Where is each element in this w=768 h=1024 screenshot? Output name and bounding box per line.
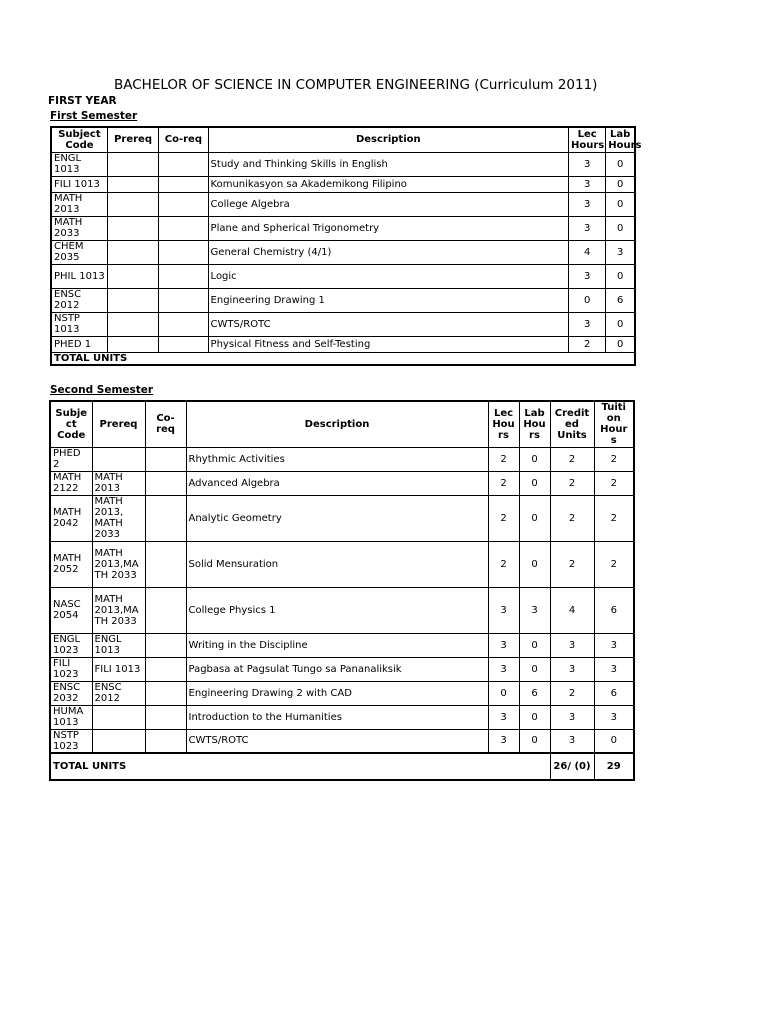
description-cell: College Physics 1 [186,587,488,633]
prereq-cell: FILI 1013 [92,657,145,681]
first-semester-table [50,126,642,366]
total-units-row [51,352,635,365]
description-cell: College Algebra [208,192,568,216]
tuition-hours-cell: 3 [594,633,634,657]
coreq-cell [145,471,186,495]
document-title: BACHELOR OF SCIENCE IN COMPUTER ENGINEERING (Curriculum 2011) [114,77,598,93]
coreq-cell [159,336,208,352]
lec-hours-cell: 3 [569,216,606,240]
table-row [51,288,635,312]
tuition-hours-cell: 6 [594,587,634,633]
subject-code: ENSC 2012 [51,288,107,312]
credited-units-cell: 2 [550,495,594,541]
description-cell: CWTS/ROTC [208,312,568,336]
lab-hours-cell: 0 [519,657,550,681]
coreq-cell [159,216,208,240]
lec-hours-cell: 3 [569,312,606,336]
total-credited-units: 26/ (0) [550,753,594,780]
column-header: Lab Hours [606,127,635,152]
table-row [50,705,634,729]
lab-hours-cell: 0 [519,495,550,541]
credited-units-cell: 2 [550,541,594,587]
coreq-cell [159,288,208,312]
column-header: Tuiti on Hour s [594,401,634,447]
subject-code: NSTP 1013 [51,312,107,336]
column-header: Lab Hou rs [519,401,550,447]
description-cell: Komunikasyon sa Akademikong Filipino [208,176,568,192]
table-row [51,216,635,240]
subject-code: PHED 1 [51,336,107,352]
coreq-cell [145,447,186,471]
description-cell: Introduction to the Humanities [186,705,488,729]
table-row [50,541,634,587]
lec-hours-cell: 3 [569,152,606,176]
lab-hours-cell: 0 [519,633,550,657]
lec-hours-cell: 4 [569,240,606,264]
description-cell: Pagbasa at Pagsulat Tungo sa Pananaliksik [186,657,488,681]
prereq-cell [92,705,145,729]
credited-units-cell: 2 [550,447,594,471]
lab-hours-cell: 0 [519,447,550,471]
prereq-cell [107,216,158,240]
subject-code: CHEM 2035 [51,240,107,264]
tuition-hours-cell: 6 [594,681,634,705]
column-header: Credit ed Units [550,401,594,447]
column-header: Prereq [92,401,145,447]
coreq-cell [145,657,186,681]
column-header: Prereq [107,127,158,152]
tuition-hours-cell: 2 [594,495,634,541]
lab-hours-cell: 6 [519,681,550,705]
subject-code: NSTP 1023 [50,729,92,753]
coreq-cell [145,681,186,705]
prereq-cell [107,312,158,336]
prereq-cell [107,240,158,264]
lab-hours-cell: 3 [519,587,550,633]
second-semester-table [49,400,635,781]
first-semester-heading: First Semester [50,110,138,122]
credited-units-cell: 3 [550,705,594,729]
table-row [50,471,634,495]
prereq-cell [92,729,145,753]
total-units-label: TOTAL UNITS [50,753,550,780]
lab-hours-cell: 0 [606,264,635,288]
description-cell: General Chemistry (4/1) [208,240,568,264]
coreq-cell [145,705,186,729]
lab-hours-cell: 0 [519,705,550,729]
lab-hours-cell: 0 [519,541,550,587]
lec-hours-cell: 2 [569,336,606,352]
lec-hours-cell: 0 [569,288,606,312]
column-header: Description [186,401,488,447]
lab-hours-cell: 0 [606,192,635,216]
lec-hours-cell: 3 [488,705,519,729]
table-row [50,657,634,681]
table-row [50,587,634,633]
coreq-cell [145,541,186,587]
credited-units-cell: 3 [550,633,594,657]
table-row [50,729,634,753]
tuition-hours-cell: 2 [594,471,634,495]
table-row [51,192,635,216]
subject-code: PHED 2 [50,447,92,471]
subject-code: MATH 2013 [51,192,107,216]
lec-hours-cell: 3 [569,176,606,192]
table-row [51,152,635,176]
description-cell: Analytic Geometry [186,495,488,541]
lab-hours-cell: 0 [606,336,635,352]
column-header: Lec Hou rs [488,401,519,447]
lab-hours-cell: 0 [606,216,635,240]
prereq-cell [107,176,158,192]
coreq-cell [159,192,208,216]
lab-hours-cell: 6 [606,288,635,312]
table-row [51,264,635,288]
table-row [51,176,635,192]
coreq-cell [159,240,208,264]
credited-units-cell: 3 [550,657,594,681]
description-cell: Rhythmic Activities [186,447,488,471]
tuition-hours-cell: 3 [594,657,634,681]
description-cell: Engineering Drawing 1 [208,288,568,312]
credited-units-cell: 4 [550,587,594,633]
table-row [51,240,635,264]
table-header-row [50,401,634,447]
subject-code: PHIL 1013 [51,264,107,288]
subject-code: MATH 2052 [50,541,92,587]
lab-hours-cell: 0 [519,729,550,753]
prereq-cell: MATH 2013,MA TH 2033 [92,587,145,633]
subject-code: MATH 2033 [51,216,107,240]
prereq-cell: ENSC 2012 [92,681,145,705]
column-header: Subje ct Code [50,401,92,447]
coreq-cell [159,264,208,288]
coreq-cell [159,152,208,176]
table-header-row [51,127,635,152]
lec-hours-cell: 3 [569,264,606,288]
year-label: FIRST YEAR [48,95,117,107]
prereq-cell [107,288,158,312]
column-header: Co- req [145,401,186,447]
subject-code: ENSC 2032 [50,681,92,705]
subject-code: MATH 2042 [50,495,92,541]
column-header: Co-req [159,127,208,152]
table-row [51,336,635,352]
prereq-cell [92,447,145,471]
table-row [50,495,634,541]
coreq-cell [159,176,208,192]
table-row [51,312,635,336]
coreq-cell [145,587,186,633]
lab-hours-cell: 0 [519,471,550,495]
prereq-cell [107,152,158,176]
coreq-cell [145,495,186,541]
lec-hours-cell: 2 [488,471,519,495]
credited-units-cell: 3 [550,729,594,753]
total-tuition-hours: 29 [594,753,634,780]
lec-hours-cell: 2 [488,447,519,471]
prereq-cell: ENGL 1013 [92,633,145,657]
prereq-cell [107,336,158,352]
lec-hours-cell: 3 [488,729,519,753]
lec-hours-cell: 0 [488,681,519,705]
total-units-row [50,753,634,780]
subject-code: ENGL 1023 [50,633,92,657]
description-cell: Writing in the Discipline [186,633,488,657]
subject-code: FILI 1013 [51,176,107,192]
description-cell: Advanced Algebra [186,471,488,495]
coreq-cell [145,729,186,753]
lec-hours-cell: 3 [488,633,519,657]
description-cell: Physical Fitness and Self-Testing [208,336,568,352]
prereq-cell [107,192,158,216]
lec-hours-cell: 3 [488,587,519,633]
lab-hours-cell: 0 [606,312,635,336]
description-cell: CWTS/ROTC [186,729,488,753]
tuition-hours-cell: 2 [594,447,634,471]
subject-code: HUMA 1013 [50,705,92,729]
prereq-cell: MATH 2013 [92,471,145,495]
lec-hours-cell: 3 [569,192,606,216]
credited-units-cell: 2 [550,681,594,705]
coreq-cell [145,633,186,657]
prereq-cell [107,264,158,288]
column-header: Subject Code [51,127,107,152]
prereq-cell: MATH 2013,MA TH 2033 [92,541,145,587]
tuition-hours-cell: 3 [594,705,634,729]
subject-code: MATH 2122 [50,471,92,495]
lab-hours-cell: 0 [606,176,635,192]
lec-hours-cell: 3 [488,657,519,681]
lec-hours-cell: 2 [488,541,519,587]
second-semester-heading: Second Semester [50,384,154,396]
description-cell: Logic [208,264,568,288]
total-units-label: TOTAL UNITS [51,352,635,365]
subject-code: ENGL 1013 [51,152,107,176]
subject-code: FILI 1023 [50,657,92,681]
table-row [50,633,634,657]
table-row [50,447,634,471]
lec-hours-cell: 2 [488,495,519,541]
tuition-hours-cell: 2 [594,541,634,587]
lab-hours-cell: 3 [606,240,635,264]
tuition-hours-cell: 0 [594,729,634,753]
credited-units-cell: 2 [550,471,594,495]
description-cell: Plane and Spherical Trigonometry [208,216,568,240]
description-cell: Study and Thinking Skills in English [208,152,568,176]
coreq-cell [159,312,208,336]
table-row [50,681,634,705]
column-header: Description [208,127,568,152]
subject-code: NASC 2054 [50,587,92,633]
description-cell: Engineering Drawing 2 with CAD [186,681,488,705]
prereq-cell: MATH 2013, MATH 2033 [92,495,145,541]
lab-hours-cell: 0 [606,152,635,176]
description-cell: Solid Mensuration [186,541,488,587]
column-header: Lec Hours [569,127,606,152]
